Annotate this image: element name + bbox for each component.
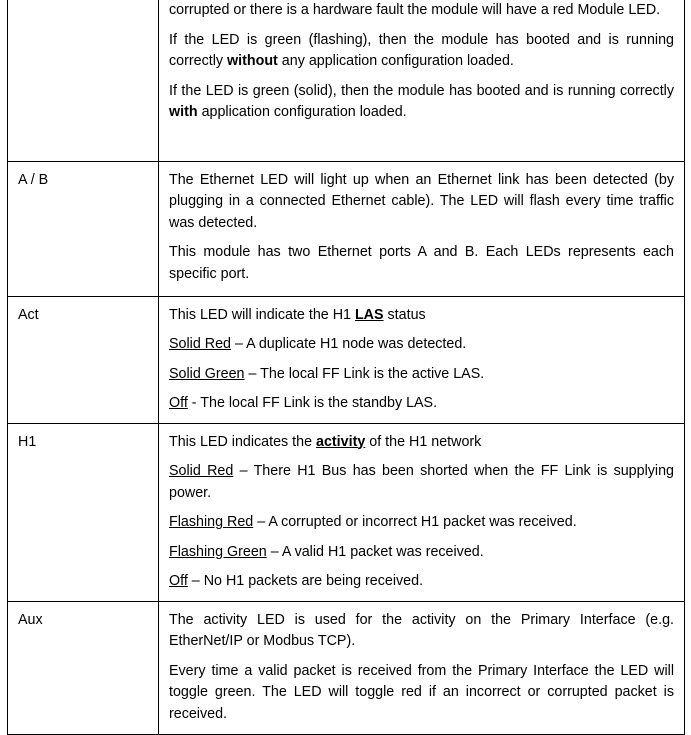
led-name-cell: Act [8, 296, 159, 423]
description-paragraph [169, 242, 674, 285]
text-run: This LED will indicate the H1 [169, 306, 355, 323]
description-paragraph [169, 305, 674, 327]
text-run: – A corrupted or incorrect H1 packet was received. [253, 514, 577, 530]
led-name-cell: A / B [8, 161, 159, 296]
emphasis-text: without [227, 53, 278, 69]
emphasis-text: Solid Red [169, 463, 234, 479]
emphasis-text: Solid Red [169, 336, 231, 352]
led-name-cell: Aux [8, 601, 159, 734]
description-paragraph [169, 512, 674, 534]
emphasis-text: Flashing Green [169, 543, 267, 560]
text-run: If the LED is green (flashing), then the module has booted and is running correctly [169, 31, 674, 69]
text-run: If the LED is green (solid), then the module has booted and is running correctly [169, 82, 674, 99]
text-run: of the H1 network [365, 433, 482, 450]
description-paragraph [169, 661, 674, 726]
description-paragraph [169, 461, 674, 504]
table-row [8, 0, 685, 161]
emphasis-text: with [169, 104, 198, 120]
description-paragraph [169, 542, 674, 564]
led-name-cell [8, 0, 159, 161]
text-run: status [383, 306, 426, 323]
description-paragraph [169, 610, 674, 653]
emphasis-text: LAS [354, 306, 384, 323]
description-paragraph [169, 0, 674, 22]
text-run: The activity LED is used for the activity on the Primary Interface (e.g. EtherNet/IP or Modbus TCP). [169, 611, 674, 649]
led-description-cell [159, 423, 685, 601]
description-paragraph [169, 170, 674, 235]
text-run: – There H1 Bus has been shorted when the FF Link is supplying power. [169, 463, 674, 501]
description-paragraph [169, 334, 674, 356]
text-run: – A valid H1 packet was received. [266, 543, 484, 560]
text-run: The Ethernet LED will light up when an Ethernet link has been detected (by plugging in a connected Ethernet cable). The LED will flash every time traffic was detected. [169, 171, 674, 231]
description-paragraph [169, 81, 674, 124]
table-row [8, 161, 685, 296]
table-body [8, 0, 685, 734]
description-paragraph [169, 571, 674, 593]
description-paragraph [169, 364, 674, 386]
text-run: application configuration loaded. [197, 104, 407, 120]
led-description-cell [159, 296, 685, 423]
text-run: - The local FF Link is the standby LAS. [187, 395, 438, 411]
text-run: – A duplicate H1 node was detected. [231, 336, 467, 352]
table-row [8, 601, 685, 734]
emphasis-text: Off [169, 395, 188, 411]
led-name-cell: H1 [8, 423, 159, 601]
emphasis-text: Solid Green [169, 365, 245, 382]
emphasis-text: Flashing Red [169, 514, 254, 530]
table-row [8, 423, 685, 601]
description-paragraph [169, 393, 674, 415]
text-run: – No H1 packets are being received. [187, 573, 424, 589]
text-run: corrupted or there is a hardware fault the module will have a red Module LED. [169, 2, 661, 18]
description-paragraph [169, 30, 674, 73]
led-description-table [7, 0, 685, 735]
emphasis-text: activity [316, 433, 366, 450]
led-description-cell [159, 601, 685, 734]
led-description-cell [159, 161, 685, 296]
description-paragraph [169, 432, 674, 454]
text-run: any application configuration loaded. [277, 53, 514, 69]
table-row [8, 296, 685, 423]
text-run: – The local FF Link is the active LAS. [244, 365, 485, 382]
text-run: Every time a valid packet is received from the Primary Interface the LED will toggle green. The LED will toggle red if an incorrect or corrupted packet is received. [169, 662, 674, 722]
led-description-cell [159, 0, 685, 161]
emphasis-text: Off [169, 573, 188, 589]
text-run: This module has two Ethernet ports A and B. Each LEDs represents each specific port. [169, 244, 674, 282]
text-run: This LED indicates the [169, 433, 317, 450]
